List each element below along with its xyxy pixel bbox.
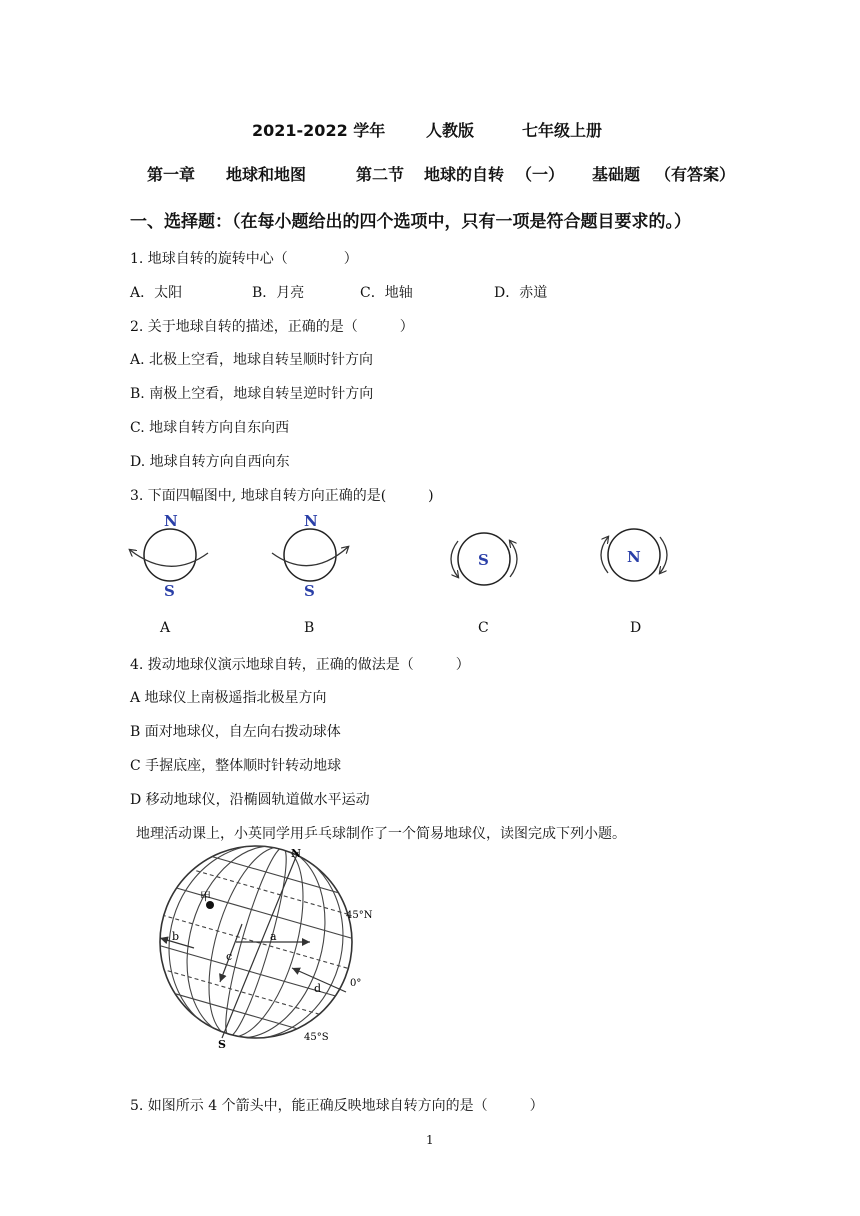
label-c: c	[226, 950, 233, 963]
header-chapter-name: 地球和地图	[226, 165, 307, 184]
header-answer-note: （有答案）	[655, 165, 736, 184]
q3-stem: 3. 下面四幅图中, 地球自转方向正确的是( )	[130, 488, 434, 504]
rotation-arrow-left	[601, 537, 608, 573]
diagram-label-c: C	[478, 620, 489, 636]
q1-option-a: A．太阳	[130, 285, 183, 301]
q1-stem: 1. 地球自转的旋转中心（ ）	[130, 251, 358, 267]
q1-option-c: C．地轴	[360, 285, 413, 301]
label-45s: 45°S	[304, 1032, 329, 1043]
label-n: N	[291, 847, 302, 860]
label-s: S	[218, 1038, 226, 1051]
label-45n: 45°N	[346, 910, 373, 921]
q2-stem: 2. 关于地球自转的描述，正确的是（ ）	[130, 319, 414, 335]
q1-option-b: B．月亮	[252, 285, 305, 301]
q4-option-a: A 地球仪上南极遥指北极星方向	[130, 690, 327, 706]
rotation-arrow-right	[660, 537, 667, 573]
diagram-label-d: D	[630, 620, 642, 636]
q2-option-d: D. 地球自转方向自西向东	[130, 454, 290, 470]
q4-stem: 4. 拨动地球仪演示地球自转，正确的做法是（ ）	[130, 657, 470, 673]
label-b: b	[172, 930, 180, 943]
south-label: S	[164, 582, 175, 600]
parallel	[154, 842, 380, 912]
header-section-name: 地球的自转	[424, 165, 505, 184]
header-level: 基础题	[592, 165, 641, 184]
south-label: S	[478, 551, 489, 569]
section-title: 一、选择题：（在每小题给出的四个选项中，只有一项是符合题目要求的。）	[130, 212, 691, 232]
q4-option-d: D 移动地球仪，沿椭圆轨道做水平运动	[130, 792, 370, 808]
diagram-b	[272, 512, 348, 600]
globe-circle	[284, 529, 336, 581]
diagram-a	[130, 512, 208, 600]
header-grade: 七年级上册	[522, 121, 603, 140]
north-label: N	[304, 512, 318, 530]
south-label: S	[304, 582, 315, 600]
rotation-arrow-left	[451, 541, 458, 577]
q2-option-b: B. 南极上空看，地球自转呈逆时针方向	[130, 386, 374, 402]
label-a: a	[270, 930, 277, 943]
rotation-arrow-right	[510, 541, 517, 577]
header-section: 第二节	[356, 165, 405, 184]
header-chapter: 第一章	[147, 165, 196, 184]
header-part: （一）	[516, 165, 565, 184]
label-d: d	[314, 982, 322, 995]
globe-circle	[144, 529, 196, 581]
diagram-d	[601, 529, 667, 581]
page-number: 1	[426, 1133, 434, 1147]
label-jia: 甲	[200, 890, 211, 903]
diagram-label-b: B	[304, 620, 315, 636]
activity-intro: 地理活动课上，小英同学用乒乓球制作了一个简易地球仪，读图完成下列小题。	[136, 826, 626, 842]
q5-stem: 5. 如图所示 4 个箭头中，能正确反映地球自转方向的是（ ）	[130, 1098, 544, 1114]
q2-option-c: C. 地球自转方向自东向西	[130, 420, 290, 436]
header-year: 2021-2022 学年	[252, 121, 386, 140]
north-label: N	[627, 548, 641, 566]
rotation-diagrams	[120, 505, 720, 610]
q2-option-a: A. 北极上空看，地球自转呈顺时针方向	[130, 352, 374, 368]
north-label: N	[164, 512, 178, 530]
globe-figure	[150, 842, 380, 1057]
q1-option-d: D．赤道	[494, 285, 548, 301]
diagram-c	[451, 533, 517, 585]
q4-option-c: C 手握底座，整体顺时针转动地球	[130, 758, 342, 774]
diagram-label-a: A	[160, 620, 171, 636]
header-edition: 人教版	[426, 121, 475, 140]
label-0: 0°	[350, 978, 362, 989]
q4-option-b: B 面对地球仪，自左向右拨动球体	[130, 724, 341, 740]
